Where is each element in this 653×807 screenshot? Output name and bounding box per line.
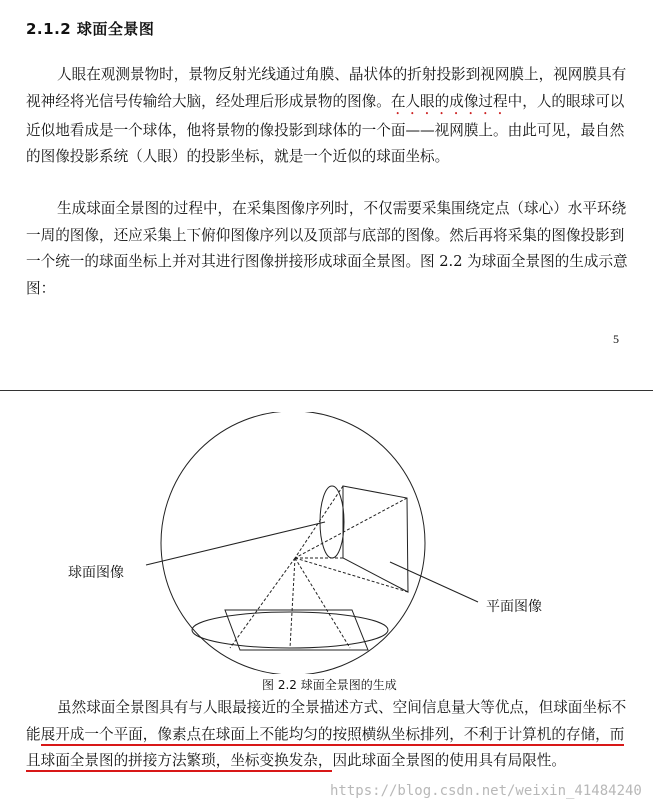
paragraph-1 — [26, 62, 628, 171]
figure-caption: 图 2.2 球面全景图的生成 — [262, 678, 397, 692]
sphere-projection-figure — [50, 412, 630, 674]
paragraph-3 — [26, 695, 628, 775]
paragraph-1-text-a: 人眼在观测景物时，景物反射光线通过角膜、晶状体的折射投影到视网膜上，视网膜具有视神经将光信号传输给大脑，经处理后形成景物的图像。 — [26, 66, 627, 110]
watermark-url: https://blog.csdn.net/weixin_41484240 — [330, 783, 642, 799]
plane-image-front — [343, 486, 408, 592]
page-number: 5 — [613, 332, 619, 346]
bottom-plane — [225, 610, 368, 650]
projection-ray-2 — [295, 498, 407, 558]
paragraph-1-text-b: 中，人的眼球可以近似地看成是一个球体，他将景物的像投影到球体的一个面——视网膜上。由此可见，最自然的图像投影系统（人眼）的投影坐标，就是一个近似的球面坐标。 — [26, 92, 625, 165]
label-sphere-image: 球面图像 — [68, 565, 124, 581]
sphere-image-leader — [146, 522, 325, 565]
paragraph-1-dotted-emphasis: 在人眼的成像过程 — [390, 92, 508, 110]
label-plane-image: 平面图像 — [486, 599, 542, 615]
paragraph-2: 生成球面全景图的过程中，在采集图像序列时，不仅需要采集围绕定点（球心）水平环绕一周的图像，还应采集上下俯仰图像序列以及顶部与底部的图像。然后再将采集的图像投影到一个统一的球面坐标上并对其进行图像拼接形成球面全景图。图 2.2 为球面全景图的生成示意图： — [26, 200, 628, 297]
page-divider — [0, 390, 653, 391]
paragraph-3-text-a: 虽然球面全景图具有与人眼最接近的全景描述方式、空间信息量大等优点，但球面坐标不能 — [26, 699, 627, 743]
paragraph-3-underlined: 展开成一个平面，像素点在球面上不能均匀的按照横纵坐标排列，不利于计算机的存储，而且球面全景图的拼接方法繁琐，坐标变换发杂， — [26, 726, 624, 773]
section-heading: 2.1.2 球面全景图 — [26, 20, 155, 38]
bottom-ellipse — [192, 612, 388, 648]
bottom-ray-2 — [290, 558, 295, 648]
projection-ray-1 — [295, 486, 343, 558]
paragraph-3-text-b: 因此球面全景图的使用具有局限性。 — [332, 752, 566, 769]
projection-ray-3 — [295, 558, 408, 592]
plane-image-leader — [390, 562, 478, 602]
bottom-ray-3 — [295, 558, 350, 648]
bottom-ray-1 — [230, 558, 295, 648]
